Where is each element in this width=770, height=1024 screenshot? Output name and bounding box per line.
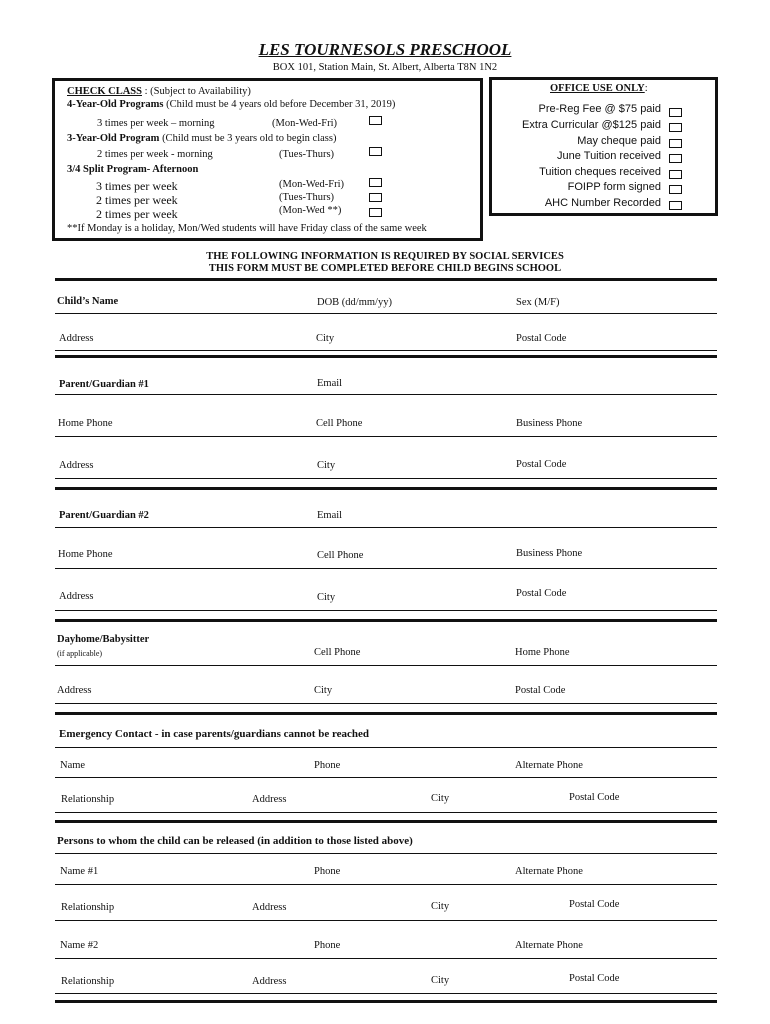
dayhome-sub: (if applicable): [57, 649, 103, 658]
section-divider: [55, 619, 717, 622]
parent2-address-label[interactable]: Address: [59, 591, 94, 602]
field-line: [55, 777, 717, 778]
field-line: [55, 920, 717, 921]
field-line: [55, 884, 717, 885]
emergency-city-label[interactable]: City: [431, 793, 450, 804]
release-relationship1-label[interactable]: Relationship: [61, 902, 115, 913]
program-4yr-heading: 4-Year-Old Programs (Child must be 4 years old before December 31, 2019): [67, 99, 396, 110]
dayhome-address-label[interactable]: Address: [57, 685, 92, 696]
office-checkbox-extra-curricular[interactable]: [669, 123, 682, 132]
office-item-june-tuition: June Tuition received: [557, 150, 661, 162]
field-line: [55, 993, 717, 994]
release-city1-label[interactable]: City: [431, 901, 450, 912]
release-address1-label[interactable]: Address: [252, 902, 287, 913]
program-4yr-option-label: 3 times per week – morning: [97, 118, 215, 129]
parent1-cell-phone-label[interactable]: Cell Phone: [316, 418, 363, 429]
program-3yr-checkbox[interactable]: [369, 147, 382, 156]
split-option-3-checkbox[interactable]: [369, 208, 382, 217]
section-divider: [55, 712, 717, 715]
holiday-note: **If Monday is a holiday, Mon/Wed students will have Friday class of the same week: [67, 223, 427, 234]
section-divider: [55, 487, 717, 490]
program-4yr-checkbox[interactable]: [369, 116, 382, 125]
child-postal-label[interactable]: Postal Code: [516, 333, 567, 344]
parent1-email-label[interactable]: Email: [317, 378, 343, 389]
section-divider: [55, 278, 717, 281]
field-line: [55, 703, 717, 704]
parent1-address-label[interactable]: Address: [59, 460, 94, 471]
release-alt-phone2-label[interactable]: Alternate Phone: [515, 940, 583, 951]
office-checkbox-tuition-cheques[interactable]: [669, 170, 682, 179]
office-checkbox-foipp[interactable]: [669, 185, 682, 194]
release-postal1-label[interactable]: Postal Code: [569, 899, 620, 910]
parent1-heading: Parent/Guardian #1: [59, 379, 149, 390]
notice-line-1: THE FOLLOWING INFORMATION IS REQUIRED BY SOCIAL SERVICES: [206, 251, 564, 262]
office-use-heading: OFFICE USE ONLY:: [550, 83, 648, 94]
parent2-email-label[interactable]: Email: [317, 510, 343, 521]
parent1-business-phone-label[interactable]: Business Phone: [516, 418, 583, 429]
page-title: LES TOURNESOLS PRESCHOOL: [258, 40, 512, 59]
child-sex-label[interactable]: Sex (M/F): [516, 297, 560, 308]
dayhome-city-label[interactable]: City: [314, 685, 333, 696]
notice-line-2: THIS FORM MUST BE COMPLETED BEFORE CHILD BEGINS SCHOOL: [208, 263, 562, 274]
parent2-city-label[interactable]: City: [317, 592, 336, 603]
release-name1-label[interactable]: Name #1: [60, 866, 99, 877]
program-4yr-option-days: (Mon-Wed-Fri): [272, 118, 338, 129]
field-line: [55, 812, 717, 813]
split-option-1-checkbox[interactable]: [369, 178, 382, 187]
release-phone1-label[interactable]: Phone: [314, 866, 341, 877]
program-3yr-heading: 3-Year-Old Program (Child must be 3 years old to begin class): [67, 133, 337, 144]
office-item-extra-curricular: Extra Curricular @$125 paid: [522, 119, 661, 131]
field-line: [55, 436, 717, 437]
child-city-label[interactable]: City: [316, 333, 335, 344]
field-line: [55, 478, 717, 479]
parent1-home-phone-label[interactable]: Home Phone: [58, 418, 113, 429]
release-address2-label[interactable]: Address: [252, 976, 287, 987]
school-address: BOX 101, Station Main, St. Albert, Alberta T8N 1N2: [272, 62, 498, 73]
parent2-home-phone-label[interactable]: Home Phone: [58, 549, 113, 560]
field-line: [55, 527, 717, 528]
office-item-foipp: FOIPP form signed: [567, 181, 661, 193]
dayhome-postal-label[interactable]: Postal Code: [515, 685, 566, 696]
emergency-alt-phone-label[interactable]: Alternate Phone: [515, 760, 583, 771]
section-divider: [55, 355, 717, 358]
field-line: [55, 568, 717, 569]
parent2-business-phone-label[interactable]: Business Phone: [516, 548, 583, 559]
split-option-1-days: (Mon-Wed-Fri): [279, 179, 345, 190]
parent1-city-label[interactable]: City: [317, 460, 336, 471]
release-name2-label[interactable]: Name #2: [60, 940, 99, 951]
program-3yr-option-days: (Tues-Thurs): [279, 149, 335, 160]
field-line: [55, 853, 717, 854]
release-relationship2-label[interactable]: Relationship: [61, 976, 115, 987]
emergency-relationship-label[interactable]: Relationship: [61, 794, 115, 805]
split-option-3-label: 2 times per week: [96, 207, 178, 221]
dayhome-cell-phone-label[interactable]: Cell Phone: [314, 647, 361, 658]
parent2-postal-label[interactable]: Postal Code: [516, 588, 567, 599]
section-divider: [55, 1000, 717, 1003]
office-checkbox-may-cheque[interactable]: [669, 139, 682, 148]
child-name-label[interactable]: Child’s Name: [57, 296, 119, 307]
office-checkbox-prereg[interactable]: [669, 108, 682, 117]
dayhome-heading: Dayhome/Babysitter: [57, 634, 150, 645]
emergency-postal-label[interactable]: Postal Code: [569, 792, 620, 803]
dayhome-home-phone-label[interactable]: Home Phone: [515, 647, 570, 658]
office-checkbox-ahc[interactable]: [669, 201, 682, 210]
parent2-heading: Parent/Guardian #2: [59, 510, 149, 521]
split-program-heading: 3/4 Split Program- Afternoon: [67, 164, 199, 175]
release-phone2-label[interactable]: Phone: [314, 940, 341, 951]
child-address-label[interactable]: Address: [59, 333, 94, 344]
release-postal2-label[interactable]: Postal Code: [569, 973, 620, 984]
office-item-tuition-cheques: Tuition cheques received: [539, 166, 661, 178]
check-class-heading: CHECK CLASS : (Subject to Availability): [67, 86, 251, 97]
office-item-prereg: Pre-Reg Fee @ $75 paid: [538, 103, 661, 115]
office-checkbox-june-tuition[interactable]: [669, 154, 682, 163]
field-line: [55, 958, 717, 959]
emergency-heading: Emergency Contact - in case parents/guardians cannot be reached: [59, 728, 370, 740]
field-line: [55, 610, 717, 611]
parent1-postal-label[interactable]: Postal Code: [516, 459, 567, 470]
field-line: [55, 350, 717, 351]
program-3yr-option-label: 2 times per week - morning: [97, 149, 213, 160]
office-item-may-cheque: May cheque paid: [577, 135, 661, 147]
parent2-cell-phone-label[interactable]: Cell Phone: [317, 550, 364, 561]
field-line: [55, 665, 717, 666]
release-heading: Persons to whom the child can be released (in addition to those listed above): [57, 835, 413, 847]
split-option-1-label: 3 times per week: [96, 179, 178, 193]
split-option-2-days: (Tues-Thurs): [279, 192, 335, 203]
field-line: [55, 313, 717, 314]
child-dob-label[interactable]: DOB (dd/mm/yy): [317, 297, 392, 308]
office-item-ahc: AHC Number Recorded: [544, 197, 661, 209]
emergency-name-label[interactable]: Name: [60, 760, 86, 771]
field-line: [55, 747, 717, 748]
split-option-2-label: 2 times per week: [96, 193, 178, 207]
split-option-2-checkbox[interactable]: [369, 193, 382, 202]
split-option-3-days: (Mon-Wed **): [279, 205, 342, 216]
emergency-phone-label[interactable]: Phone: [314, 760, 341, 771]
section-divider: [55, 820, 717, 823]
release-alt-phone1-label[interactable]: Alternate Phone: [515, 866, 583, 877]
release-city2-label[interactable]: City: [431, 975, 450, 986]
emergency-address-label[interactable]: Address: [252, 794, 287, 805]
field-line: [55, 394, 717, 395]
